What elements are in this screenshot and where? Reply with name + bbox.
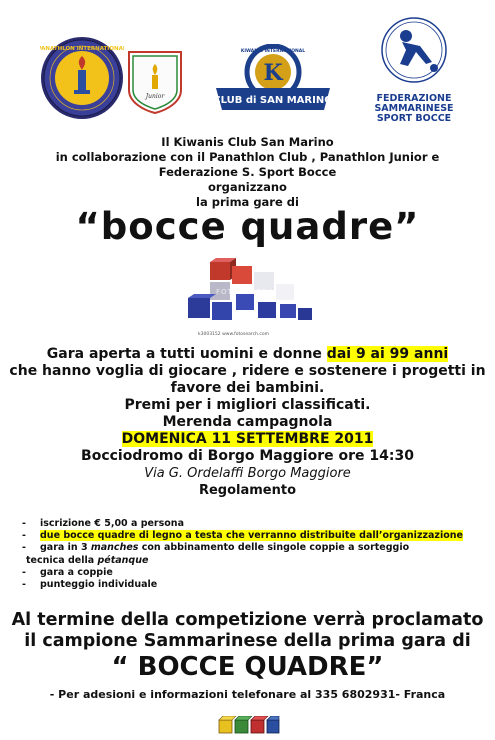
rule-4-text: gara a coppie: [40, 566, 113, 578]
kiwanis-club-text: CLUB di SAN MARINO: [213, 95, 333, 106]
rule-3-sub-b: pétanque: [97, 554, 149, 566]
rule-item: [22, 555, 492, 567]
event-date: [0, 431, 495, 448]
intro-line-5: la prima gare di: [196, 195, 299, 209]
rule-3-sub-a: tecnica della: [26, 554, 98, 566]
intro-line-3: Federazione S. Sport Bocce: [158, 165, 337, 179]
image-caption: k3003152 www.fotosearch.com: [198, 332, 269, 337]
svg-text:K: K: [263, 60, 283, 86]
rule-3-text-b: manches: [90, 542, 139, 554]
event-venue: Bocciodromo di Borgo Maggiore ore 14:30: [81, 448, 414, 464]
age-range-highlight: dai 9 ai 99 anni: [326, 346, 449, 362]
rule-item: - gara a coppie: [22, 566, 113, 578]
cubes-illustration: [180, 258, 320, 336]
federazione-line-2: SAMMARINESE: [374, 103, 454, 114]
rule-item: - iscrizione € 5,00 a persona: [22, 518, 184, 529]
closing-line-1: Al termine della competizione verrà proclamato: [11, 610, 484, 630]
contact-line: - Per adesioni e informazioni telefonare al 335 6802931- Franca: [49, 688, 446, 701]
rule-item: - due bocce quadre di legno a testa che verranno distribuite dall’organizzazione: [22, 530, 463, 542]
kiwanis-intl-text: KIWANIS INTERNATIONAL: [240, 49, 306, 54]
details-line-5: Merenda campagnola: [162, 414, 333, 430]
intro-line-1: Il Kiwanis Club San Marino: [161, 135, 334, 149]
junior-text: Junior: [145, 93, 165, 100]
federazione-line-3: SPORT BOCCE: [376, 113, 452, 124]
image-watermark: FOTOSEARCH: [216, 288, 274, 296]
rule-1-text: iscrizione € 5,00 a persona: [40, 518, 184, 529]
details-line-1: [0, 346, 495, 363]
federazione-line-1: FEDERAZIONE: [376, 93, 452, 104]
rule-item: - gara in 3 manches con abbinamento delle singole coppie a sorteggio: [22, 542, 410, 554]
federazione-bocce-logo: [372, 16, 456, 128]
intro-block: [0, 135, 495, 210]
closing-title: “ BOCCE QUADRE”: [111, 652, 384, 682]
details-line-3: favore dei bambini.: [170, 380, 325, 396]
rule-2-text: due bocce quadre di legno a testa che verranno distribuite dall’organizzazione: [40, 530, 463, 542]
intro-line-2: in collaborazione con il Panathlon Club , Panathlon Junior e: [55, 150, 440, 164]
footer-cubes-icon: [218, 716, 280, 734]
details-block: [0, 346, 495, 499]
details-line-2: che hanno voglia di giocare , ridere e sostenere i progetti in: [9, 363, 486, 379]
details-line-4: Premi per i migliori classificati.: [124, 397, 371, 413]
regolamento-heading: Regolamento: [198, 483, 297, 498]
rule-3-text-c: con abbinamento delle singole coppie a sorteggio: [138, 542, 410, 554]
event-date-highlight: DOMENICA 11 SETTEMBRE 2011: [121, 431, 374, 447]
panathlon-logo-text: PANATHLON INTERNATIONAL: [40, 46, 124, 52]
rule-5-text: punteggio individuale: [40, 579, 158, 591]
rule-item: - punteggio individuale: [22, 579, 158, 591]
intro-line-4: organizzano: [208, 180, 287, 194]
rule-3-text-a: gara in 3: [40, 542, 91, 554]
kiwanis-club-logo: [208, 44, 338, 114]
event-address: Via G. Ordelaffi Borgo Maggiore: [144, 466, 351, 481]
panathlon-junior-logo: [127, 50, 183, 114]
details-line-1-text: Gara aperta a tutti uomini e donne: [46, 346, 327, 362]
closing-line-2: il campione Sammarinese della prima gara di: [24, 631, 471, 651]
closing-block: [0, 610, 495, 652]
rules-list: [22, 518, 492, 591]
event-title: “bocce quadre”: [75, 205, 420, 248]
panathlon-logo: [40, 36, 124, 120]
